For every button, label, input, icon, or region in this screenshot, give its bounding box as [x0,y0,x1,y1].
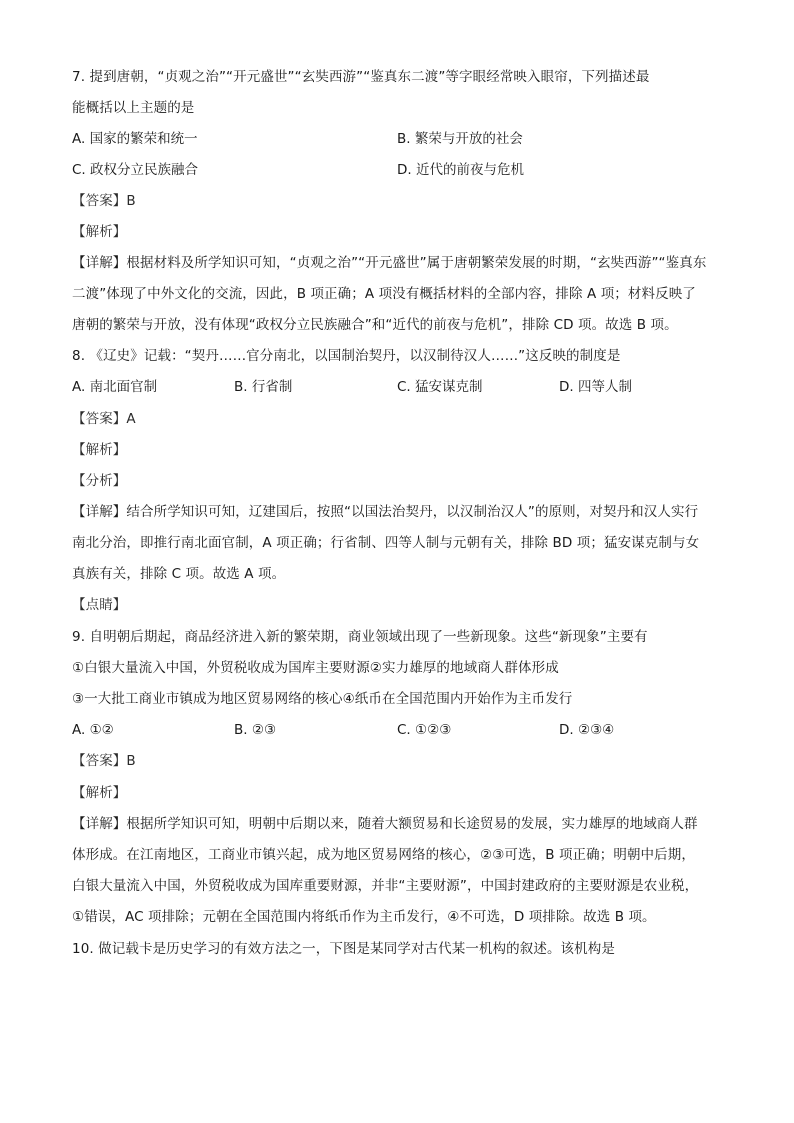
q8-comment-label: 【点睛】 [72,597,127,613]
q9-detail-line-2: 体形成。在江南地区，工商业市镇兴起，成为地区贸易网络的核心，②③可选，B 项正确；明朝中后期， [72,847,695,863]
q8-detail-line-1: 【详解】结合所学知识可知，辽建国后，按照“以国法治契丹，以汉制治汉人”的原则，对契丹和汉人实行 [72,504,699,520]
q7-option-d: D. 近代的前夜与危机 [397,162,524,178]
q9-stem-line-2: ①白银大量流入中国，外贸税收成为国库主要财源②实力雄厚的地域商人群体形成 [72,660,559,676]
q8-detail-line-2: 南北分治，即推行南北面官制，A 项正确；行省制、四等人制与元朝有关，排除 BD 项；猛安谋克制与女 [72,535,700,551]
q8-option-a: A. 南北面官制 [72,379,158,395]
q8-analysis2-label: 【分析】 [72,473,127,489]
q9-detail-line-4: ①错误，AC 项排除；元朝在全国范围内将纸币作为主币发行，④不可选，D 项排除。故选 B 项。 [72,909,656,925]
q9-option-c: C. ①②③ [397,722,452,738]
q7-answer: 【答案】B [72,193,136,209]
q9-stem-line-1: 9. 自明朝后期起，商品经济进入新的繁荣期，商业领域出现了一些新现象。这些“新现象”主要有 [72,629,648,645]
q7-detail-line-3: 唐朝的繁荣与开放，没有体现“政权分立民族融合”和“近代的前夜与危机”，排除 CD 项。故选 B 项。 [72,317,678,333]
q7-detail-line-2: 二渡”体现了中外文化的交流，因此，B 项正确；A 项没有概括材料的全部内容，排除 A 项；材料反映了 [72,286,696,302]
q8-option-c: C. 猛安谋克制 [397,379,483,395]
q9-detail-line-1: 【详解】根据所学知识可知，明朝中后期以来，随着大额贸易和长途贸易的发展，实力雄厚的地域商人群 [72,816,698,832]
q9-answer: 【答案】B [72,753,136,769]
q8-analysis-label: 【解析】 [72,442,127,458]
q7-detail-line-1: 【详解】根据材料及所学知识可知，“贞观之治”“开元盛世”属于唐朝繁荣发展的时期，“玄奘西游”“鉴真东 [72,255,707,271]
q7-option-b: B. 繁荣与开放的社会 [397,131,523,147]
q9-stem-line-3: ③一大批工商业市镇成为地区贸易网络的核心④纸币在全国范围内开始作为主币发行 [72,691,573,707]
q7-option-a: A. 国家的繁荣和统一 [72,131,198,147]
q9-option-d: D. ②③④ [559,722,615,738]
q8-detail-line-3: 真族有关，排除 C 项。故选 A 项。 [72,566,286,582]
q8-answer: 【答案】A [72,411,136,427]
q8-option-b: B. 行省制 [234,379,293,395]
q9-detail-line-3: 白银大量流入中国，外贸税收成为国库重要财源，并非“主要财源”，中国封建政府的主要财源是农业税， [72,878,699,894]
q9-option-a: A. ①② [72,722,114,738]
q8-stem-line-1: 8. 《辽史》记载：“契丹……官分南北，以国制治契丹，以汉制待汉人……”这反映的制度是 [72,348,621,364]
q9-analysis-label: 【解析】 [72,785,127,801]
q7-analysis-label: 【解析】 [72,224,127,240]
q10-stem-line-1: 10. 做记载卡是历史学习的有效方法之一，下图是某同学对古代某一机构的叙述。该机构是 [72,941,615,957]
q7-option-c: C. 政权分立民族融合 [72,162,199,178]
q9-option-b: B. ②③ [234,722,277,738]
q7-stem-line-2: 能概括以上主题的是 [72,100,195,116]
q8-option-d: D. 四等人制 [559,379,632,395]
q7-stem-line-1: 7. 提到唐朝，“贞观之治”“开元盛世”“玄奘西游”“鉴真东二渡”等字眼经常映入眼帘，下列描述最 [72,69,650,85]
